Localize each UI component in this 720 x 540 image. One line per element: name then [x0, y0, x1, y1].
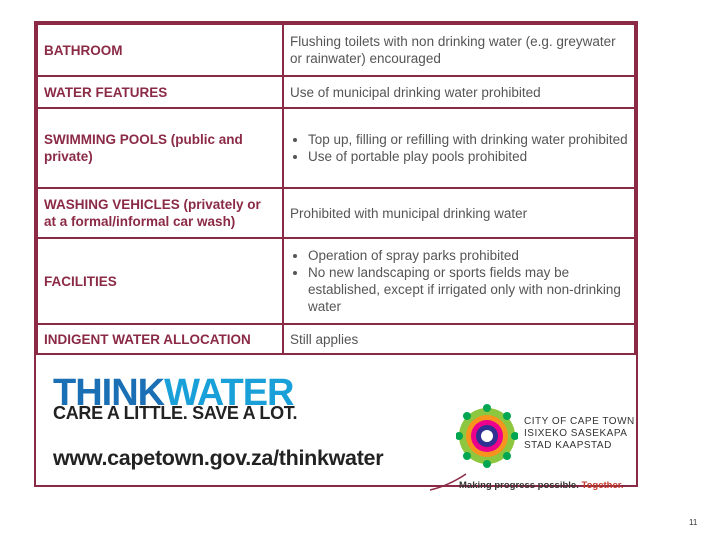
city-name-line: ISIXEKO SASEKAPA	[524, 428, 628, 439]
think-word: THINK	[53, 372, 165, 414]
table-row	[37, 238, 635, 324]
table-row	[37, 188, 635, 238]
category-cell: FACILITIES	[37, 238, 283, 324]
detail-cell	[283, 238, 635, 324]
category-cell: WATER FEATURES	[37, 76, 283, 108]
table-row	[37, 108, 635, 188]
category-cell: WASHING VEHICLES (privately or at a formal/informal car wash)	[37, 188, 283, 238]
tagline-main: Making progress possible.	[459, 480, 579, 491]
city-tagline	[459, 480, 624, 491]
table-row	[37, 76, 635, 108]
page-number: 11	[689, 518, 698, 527]
list-item: • No new landscaping or sports fields may be established, except if irrigated only with non-drinking water	[308, 264, 628, 315]
list-item: • Operation of spray parks prohibited	[308, 247, 628, 264]
detail-cell: Flushing toilets with non drinking water (e.g. greywater or rainwater) encouraged	[283, 24, 635, 76]
bullet-list	[290, 247, 628, 315]
list-item: • Top up, filling or refilling with drinking water prohibited	[308, 131, 628, 148]
category-cell: SWIMMING POOLS (public and private)	[37, 108, 283, 188]
city-name-line: CITY OF CAPE TOWN	[524, 416, 635, 427]
category-cell: BATHROOM	[37, 24, 283, 76]
tagline-accent: Together.	[581, 480, 624, 491]
city-name-block	[524, 416, 635, 452]
detail-cell	[283, 108, 635, 188]
detail-cell: Prohibited with municipal drinking water	[283, 188, 635, 238]
city-emblem-icon	[456, 404, 518, 468]
detail-cell: Still applies	[283, 324, 635, 354]
table-row	[37, 24, 635, 76]
city-name-line: STAD KAAPSTAD	[524, 440, 612, 451]
campaign-url: www.capetown.gov.za/thinkwater	[53, 446, 384, 470]
category-cell: INDIGENT WATER ALLOCATION	[37, 324, 283, 354]
slogan: CARE A LITTLE. SAVE A LOT.	[53, 403, 298, 423]
list-item: • Use of portable play pools prohibited	[308, 148, 628, 165]
water-word: WATER	[164, 372, 294, 414]
detail-cell: Use of municipal drinking water prohibited	[283, 76, 635, 108]
table-row	[37, 324, 635, 354]
water-restrictions-table	[36, 23, 636, 355]
bullet-list	[290, 131, 628, 165]
